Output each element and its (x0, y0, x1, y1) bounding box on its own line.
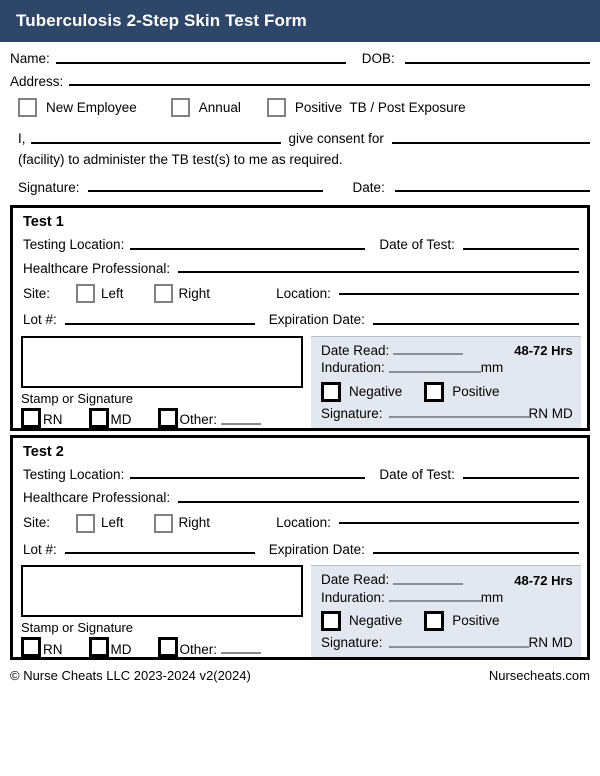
expiration-date-label: Expiration Date: (268, 541, 365, 557)
healthcare-professional-row (21, 490, 579, 506)
consent-date-label: Date: (352, 179, 385, 195)
site-left-checkbox[interactable] (76, 284, 124, 303)
healthcare-professional-row (21, 261, 579, 277)
result-negative-label: Negative (349, 613, 403, 629)
date-read-row (321, 343, 573, 359)
checkbox-box-icon[interactable] (154, 514, 173, 533)
result-signature-label: Signature: (321, 405, 383, 421)
credential-label: RN (43, 412, 63, 428)
stamp-column (21, 336, 311, 428)
credentials-row (21, 408, 303, 428)
address-row (10, 74, 590, 90)
induration-unit-label: mm (480, 360, 504, 376)
consent-lead-label: I, (18, 131, 26, 147)
result-positive-label: Positive (452, 383, 500, 399)
date-read-input[interactable] (393, 353, 463, 355)
page-title: Tuberculosis 2-Step Skin Test Form (16, 11, 307, 30)
checkbox-positive-tb-post-exposure[interactable] (267, 98, 466, 117)
lot-input[interactable] (65, 552, 255, 554)
result-positive-checkbox[interactable] (424, 382, 499, 402)
result-outcome-row (321, 382, 573, 402)
dob-input[interactable] (405, 62, 590, 64)
site-right-label: Right (178, 285, 211, 301)
credential-other-input[interactable] (221, 652, 261, 654)
checkbox-box-icon[interactable] (321, 611, 341, 631)
checkbox-box-icon[interactable] (158, 408, 178, 428)
result-signature-credentials: RN MD (528, 405, 573, 421)
healthcare-professional-label: Healthcare Professional: (23, 490, 171, 506)
date-read-label: Date Read: (321, 572, 390, 588)
stamp-caption: Stamp or Signature (21, 620, 134, 636)
result-panel (311, 565, 581, 657)
checkbox-box-icon[interactable] (171, 98, 190, 117)
date-of-test-label: Date of Test: (379, 466, 455, 482)
checkbox-box-icon[interactable] (424, 611, 444, 631)
testing-location-input[interactable] (130, 248, 365, 250)
credential-md-checkbox[interactable] (89, 637, 132, 657)
result-outcome-row (321, 611, 573, 631)
induration-unit-label: mm (480, 589, 504, 605)
stamp-column (21, 565, 311, 657)
induration-input[interactable] (389, 371, 481, 373)
checkbox-box-icon[interactable] (18, 98, 37, 117)
checkbox-label: Annual (198, 99, 241, 115)
consent-signature-input[interactable] (88, 190, 323, 192)
location-label: Location: (276, 285, 331, 301)
form-header-bar (0, 0, 600, 42)
test-title: Test 1 (23, 214, 64, 231)
site-label: Site: (23, 285, 51, 301)
credential-other-input[interactable] (221, 423, 261, 425)
checkbox-label: Positive TB / Post Exposure (294, 99, 466, 115)
site-left-checkbox[interactable] (76, 514, 124, 533)
credentials-row (21, 637, 303, 657)
result-positive-checkbox[interactable] (424, 611, 499, 631)
stamp-caption: Stamp or Signature (21, 390, 134, 406)
result-panel (311, 336, 581, 428)
address-label: Address: (10, 73, 64, 89)
site-label: Site: (23, 515, 51, 531)
checkbox-box-icon[interactable] (89, 408, 109, 428)
site-row (21, 284, 579, 303)
credential-label: RN (43, 641, 63, 657)
test-2-section (10, 435, 590, 661)
hours-window-label: 48-72 Hrs (514, 572, 573, 588)
checkbox-box-icon[interactable] (21, 637, 41, 657)
patient-info-section (10, 42, 590, 89)
consent-facility-input[interactable] (392, 142, 590, 144)
lot-expiration-row (21, 312, 579, 328)
site-right-label: Right (178, 515, 211, 531)
consent-line-row (18, 131, 590, 147)
copyright-text: © Nurse Cheats LLC 2023-2024 v2(2024) (10, 668, 251, 684)
credential-md-checkbox[interactable] (89, 408, 132, 428)
test-title: Test 2 (23, 443, 64, 460)
date-read-input[interactable] (393, 583, 463, 585)
testing-location-label: Testing Location: (23, 466, 125, 482)
credential-label: Other: (179, 412, 218, 428)
test-bottom-area (21, 565, 579, 657)
credential-label: MD (110, 641, 132, 657)
induration-label: Induration: (321, 360, 385, 376)
healthcare-professional-input[interactable] (178, 271, 579, 273)
credential-label: MD (110, 412, 132, 428)
stamp-or-signature-box[interactable] (21, 336, 303, 388)
healthcare-professional-label: Healthcare Professional: (23, 260, 171, 276)
credential-other-checkbox[interactable] (158, 408, 262, 428)
lot-label: Lot #: (23, 312, 57, 328)
checkbox-box-icon[interactable] (424, 382, 444, 402)
checkbox-new-employee[interactable] (18, 98, 137, 117)
test-1-section (10, 205, 590, 431)
checkbox-box-icon[interactable] (21, 408, 41, 428)
site-left-label: Left (101, 515, 124, 531)
stamp-or-signature-box[interactable] (21, 565, 303, 617)
site-row (21, 514, 579, 533)
credential-label: Other: (179, 641, 218, 657)
consent-signature-label: Signature: (18, 179, 80, 195)
checkbox-label: New Employee (46, 99, 137, 115)
result-negative-checkbox[interactable] (321, 382, 402, 402)
date-read-row (321, 572, 573, 588)
hours-window-label: 48-72 Hrs (514, 343, 573, 359)
testing-location-input[interactable] (130, 477, 365, 479)
expiration-date-label: Expiration Date: (268, 312, 365, 328)
date-of-test-input[interactable] (463, 248, 579, 250)
result-signature-row (321, 406, 573, 422)
checkbox-box-icon[interactable] (158, 637, 178, 657)
result-positive-label: Positive (452, 613, 500, 629)
reason-checkbox-row (10, 98, 590, 117)
form-body (0, 42, 600, 660)
location-input[interactable] (339, 293, 579, 295)
name-label: Name: (10, 51, 50, 66)
consent-section (10, 131, 590, 167)
date-read-label: Date Read: (321, 342, 390, 358)
address-input[interactable] (69, 84, 590, 86)
induration-input[interactable] (389, 600, 481, 602)
credential-other-checkbox[interactable] (158, 637, 262, 657)
induration-row (321, 590, 573, 606)
testing-location-row (21, 237, 579, 253)
induration-row (321, 360, 573, 376)
checkbox-box-icon[interactable] (267, 98, 286, 117)
location-input[interactable] (339, 522, 579, 524)
form-footer (0, 664, 600, 683)
consent-patient-name-input[interactable] (31, 142, 281, 144)
consent-signature-row (10, 180, 590, 196)
result-signature-row (321, 635, 573, 651)
checkbox-box-icon[interactable] (89, 637, 109, 657)
website-text: Nursecheats.com (488, 668, 590, 684)
result-signature-input[interactable] (389, 646, 529, 648)
result-negative-checkbox[interactable] (321, 611, 402, 631)
site-right-checkbox[interactable] (154, 514, 211, 533)
result-signature-input[interactable] (389, 416, 529, 418)
expiration-date-input[interactable] (373, 552, 579, 554)
result-signature-credentials: RN MD (528, 635, 573, 651)
result-signature-label: Signature: (321, 635, 383, 651)
credential-rn-checkbox[interactable] (21, 408, 63, 428)
testing-location-row (21, 467, 579, 483)
site-right-checkbox[interactable] (154, 284, 211, 303)
dob-label: DOB: (361, 51, 395, 66)
testing-location-label: Testing Location: (23, 237, 125, 253)
lot-input[interactable] (65, 323, 255, 325)
checkbox-annual[interactable] (171, 98, 241, 117)
lot-label: Lot #: (23, 541, 57, 557)
checkbox-box-icon[interactable] (76, 284, 95, 303)
result-negative-label: Negative (349, 383, 403, 399)
name-input[interactable] (56, 62, 346, 64)
date-of-test-input[interactable] (463, 477, 579, 479)
location-label: Location: (276, 515, 331, 531)
expiration-date-input[interactable] (373, 323, 579, 325)
checkbox-box-icon[interactable] (76, 514, 95, 533)
healthcare-professional-input[interactable] (178, 501, 579, 503)
consent-statement: (facility) to administer the TB test(s) to me as required. (18, 151, 343, 167)
induration-label: Induration: (321, 589, 385, 605)
checkbox-box-icon[interactable] (154, 284, 173, 303)
name-dob-row (10, 51, 590, 67)
test-bottom-area (21, 336, 579, 428)
lot-expiration-row (21, 542, 579, 558)
date-of-test-label: Date of Test: (379, 237, 455, 253)
consent-date-input[interactable] (395, 190, 590, 192)
credential-rn-checkbox[interactable] (21, 637, 63, 657)
site-left-label: Left (101, 285, 124, 301)
consent-middle-label: give consent for (288, 131, 384, 147)
checkbox-box-icon[interactable] (321, 382, 341, 402)
